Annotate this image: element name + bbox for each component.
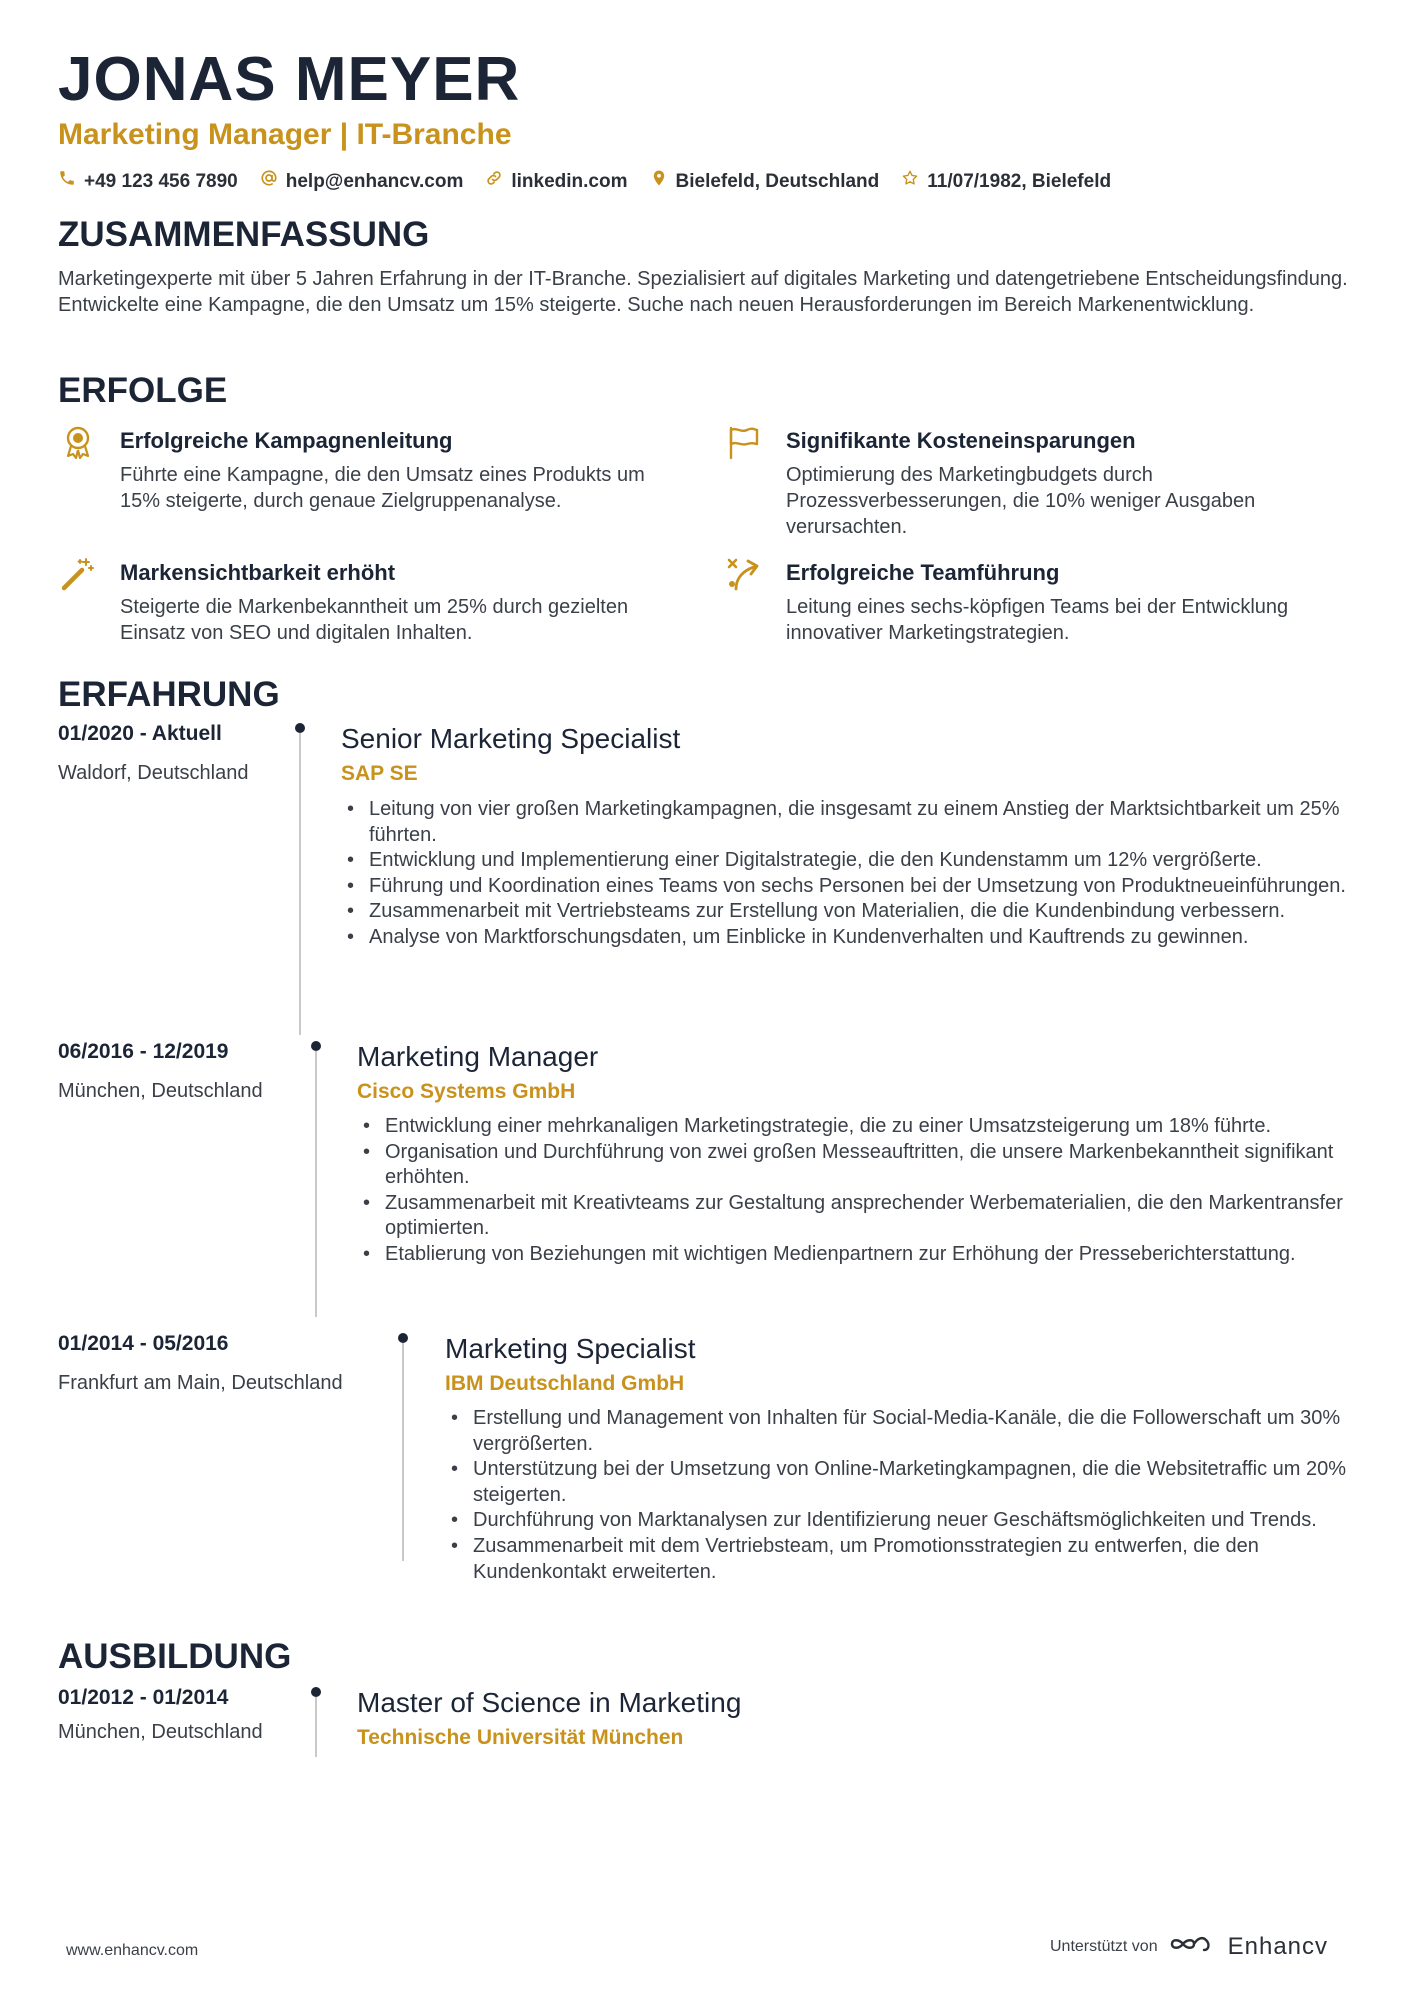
- achievement-desc: Leitung eines sechs-köpfigen Teams bei der Entwicklung innovativer Marketingstrategien.: [786, 596, 1289, 644]
- contact-bar: [58, 168, 1111, 196]
- timeline-line: [299, 733, 301, 1035]
- star-icon: [901, 168, 919, 196]
- experience-heading: ERFAHRUNG: [58, 675, 280, 714]
- job-role: Senior Marketing Specialist: [341, 723, 681, 754]
- summary-heading: ZUSAMMENFASSUNG: [58, 215, 430, 254]
- summary-text: Marketingexperte mit über 5 Jahren Erfahrung in der IT-Branche. Spezialisiert auf digitales Marketing und datengetriebene Entscheidungsfindung. Entwickelte eine Kampagne, die den Umsatz um 15% steigerte. Suche nach neuen Herausforderungen im Bereich Markenentwicklung.: [58, 268, 1348, 316]
- contact-linkedin-text: linkedin.com: [511, 171, 628, 192]
- job-bullet: • Erstellung und Management von Inhalten für Social-Media-Kanäle, die die Followerschaft um 30% vergrößerten.: [445, 1406, 1355, 1457]
- achievement-title: Markensichtbarkeit erhöht: [120, 560, 396, 585]
- job-location: München, Deutschland: [58, 1080, 263, 1102]
- job-bullets: [341, 797, 1361, 951]
- achievements-heading: ERFOLGE: [58, 371, 228, 410]
- job-bullet: • Entwicklung und Implementierung einer Digitalstrategie, die den Kundenstamm um 12% vergrößerte.: [341, 848, 1361, 874]
- brand-name: Enhancv: [1227, 1932, 1329, 1960]
- timeline-line: [315, 1697, 317, 1757]
- contact-email[interactable]: [260, 168, 464, 196]
- footer-website[interactable]: www.enhancv.com: [66, 1942, 199, 1959]
- candidate-subtitle: Marketing Manager | IT-Branche: [58, 118, 512, 151]
- contact-phone-text: +49 123 456 7890: [84, 171, 238, 192]
- achievement-title: Erfolgreiche Teamführung: [786, 560, 1060, 585]
- job-bullets: [357, 1114, 1357, 1268]
- contact-location-text: Bielefeld, Deutschland: [675, 171, 880, 192]
- enhancv-logo-icon: [1168, 1932, 1218, 1961]
- job-bullet: • Zusammenarbeit mit dem Vertriebsteam, um Promotionsstrategien zu entwerfen, die den Kundenkontakt erweiterten.: [445, 1534, 1355, 1585]
- job-bullet: • Analyse von Marktforschungsdaten, um Einblicke in Kundenverhalten und Kauftrends zu gewinnen.: [341, 925, 1361, 951]
- timeline-line: [315, 1051, 317, 1317]
- timeline-line: [402, 1343, 404, 1561]
- job-location: Frankfurt am Main, Deutschland: [58, 1372, 343, 1394]
- job-bullet: • Etablierung von Beziehungen mit wichtigen Medienpartnern zur Erhöhung der Presseberichterstattung.: [357, 1242, 1357, 1268]
- job-bullet: • Zusammenarbeit mit Kreativteams zur Gestaltung ansprechender Werbematerialien, die den Markentransfer optimierten.: [357, 1191, 1357, 1242]
- education-date: 01/2012 - 01/2014: [58, 1686, 229, 1709]
- contact-birth-text: 11/07/1982, Bielefeld: [927, 171, 1112, 192]
- flag-icon: [726, 424, 762, 460]
- location-pin-icon: [650, 168, 668, 196]
- link-icon: [485, 168, 503, 196]
- job-bullets: [445, 1406, 1355, 1585]
- contact-email-text: help@enhancv.com: [285, 171, 464, 192]
- job-bullet: • Zusammenarbeit mit Vertriebsteams zur Erstellung von Materialien, die die Kundenbindung verbessern.: [341, 899, 1361, 925]
- achievement-desc: Steigerte die Markenbekanntheit um 25% durch gezielten Einsatz von SEO und digitalen Inhalten.: [120, 596, 629, 644]
- job-bullet: • Entwicklung einer mehrkanaligen Marketingstrategie, die zu einer Umsatzsteigerung um 18% führte.: [357, 1114, 1357, 1140]
- job-bullet: • Unterstützung bei der Umsetzung von Online-Marketingkampagnen, die die Websitetraffic um 20% steigerten.: [445, 1457, 1355, 1508]
- education-degree: Master of Science in Marketing: [357, 1687, 742, 1718]
- timeline-dot: [398, 1333, 408, 1343]
- job-role: Marketing Specialist: [445, 1333, 696, 1364]
- phone-icon: [58, 168, 76, 196]
- achievement-desc: Führte eine Kampagne, die den Umsatz eines Produkts um 15% steigerte, durch genaue Zielgruppenanalyse.: [120, 464, 645, 512]
- job-bullet: • Führung und Koordination eines Teams von sechs Personen bei der Umsetzung von Produktneueinführungen.: [341, 874, 1361, 900]
- job-company: IBM Deutschland GmbH: [445, 1372, 685, 1395]
- timeline-dot: [295, 723, 305, 733]
- contact-phone[interactable]: [58, 168, 238, 196]
- magic-wand-icon: [60, 556, 96, 592]
- job-date: 01/2014 - 05/2016: [58, 1332, 229, 1355]
- education-school: Technische Universität München: [357, 1726, 684, 1749]
- job-date: 06/2016 - 12/2019: [58, 1040, 229, 1063]
- strategy-arrow-icon: [726, 556, 762, 592]
- job-bullet: • Durchführung von Marktanalysen zur Identifizierung neuer Geschäftsmöglichkeiten und Trends.: [445, 1508, 1355, 1534]
- award-ribbon-icon: [60, 424, 96, 460]
- powered-by-text: Unterstützt von: [1050, 1937, 1158, 1955]
- job-company: SAP SE: [341, 762, 418, 785]
- job-location: Waldorf, Deutschland: [58, 762, 249, 784]
- education-location: München, Deutschland: [58, 1721, 263, 1743]
- education-heading: AUSBILDUNG: [58, 1637, 292, 1676]
- at-icon: [260, 168, 278, 196]
- job-date: 01/2020 - Aktuell: [58, 722, 222, 745]
- timeline-dot: [311, 1687, 321, 1697]
- timeline-dot: [311, 1041, 321, 1051]
- achievement-title: Signifikante Kosteneinsparungen: [786, 428, 1136, 453]
- job-bullet: • Organisation und Durchführung von zwei großen Messeauftritten, die unsere Markenbekanntheit signifikant erhöhten.: [357, 1140, 1357, 1191]
- contact-birth: [901, 168, 1111, 196]
- achievement-title: Erfolgreiche Kampagnenleitung: [120, 428, 453, 453]
- job-bullet: • Leitung von vier großen Marketingkampagnen, die insgesamt zu einem Anstieg der Marktsichtbarkeit um 25% führten.: [341, 797, 1361, 848]
- contact-linkedin[interactable]: [485, 168, 627, 196]
- achievement-desc: Optimierung des Marketingbudgets durch Prozessverbesserungen, die 10% weniger Ausgaben verursachten.: [786, 464, 1256, 538]
- job-company: Cisco Systems GmbH: [357, 1080, 576, 1103]
- footer-branding: [1050, 1932, 1328, 1961]
- contact-location: [650, 168, 880, 196]
- job-role: Marketing Manager: [357, 1041, 599, 1072]
- candidate-name: JONAS MEYER: [58, 45, 521, 114]
